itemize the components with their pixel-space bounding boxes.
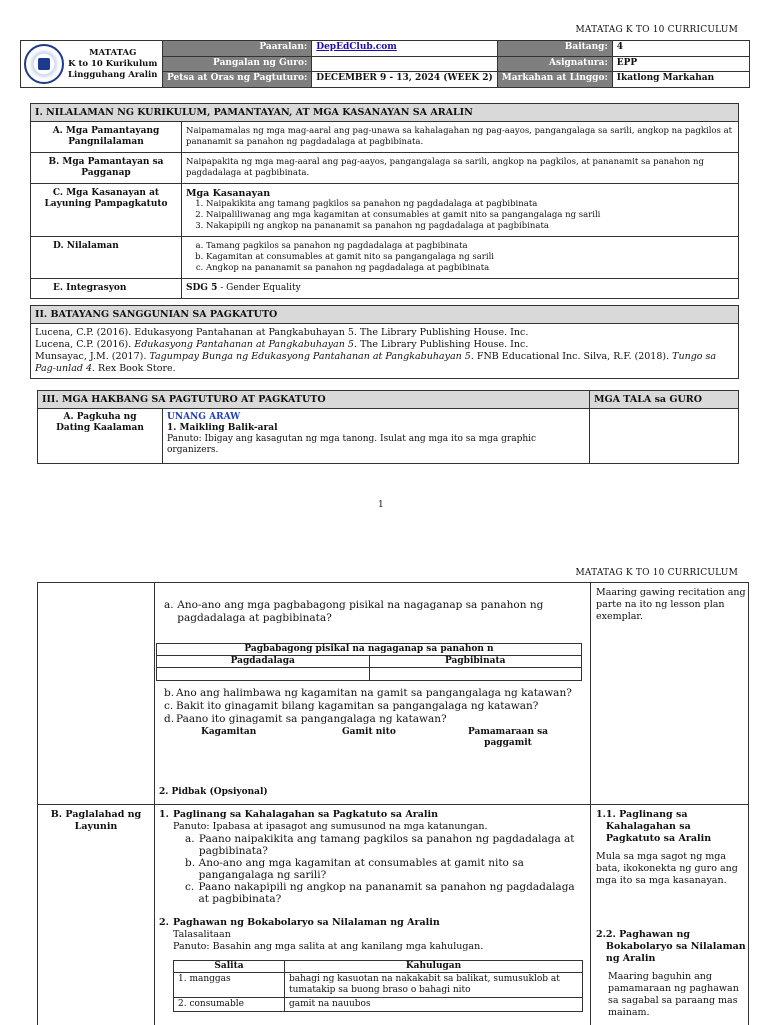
s3-a-instr: Panuto: Ibigay ang kasagutan ng mga tanong. Isulat ang mga ito sa mga graphic organizers. xyxy=(167,434,537,455)
markahan-value: Ikatlong Markahan xyxy=(612,72,749,88)
s1-a-label: A. Mga Pamantayang Pangnilalaman xyxy=(31,122,182,153)
question-d: Paano ito ginagamit sa pangangalaga ng katawan? xyxy=(176,713,447,725)
h-pamamaraan: Pamamaraan sa paggamit xyxy=(467,727,549,748)
notes-title: MGA TALA sa GURO xyxy=(590,391,739,409)
pc-col1: Pagdadalaga xyxy=(157,656,370,668)
pc-title: Pagbabagong pisikal na nagaganap sa panahon n xyxy=(157,644,582,656)
markahan-label: Markahan at Linggo: xyxy=(497,72,612,88)
note-text-1: Mula sa mga sagot ng mga bata, ikokonekta ng guro ang mga ito sa mga kasanayan. xyxy=(596,851,738,886)
s1-c-label: C. Mga Kasanayan at Layuning Pampagkatuto xyxy=(31,184,182,237)
physical-change-table xyxy=(156,643,582,681)
table-row xyxy=(174,973,583,998)
s1-b-label: B. Mga Pamantayan sa Pagganap xyxy=(31,153,182,184)
pidbak: 2. Pidbak (Opsiyonal) xyxy=(159,787,268,797)
asignatura-label: Asignatura: xyxy=(497,56,612,72)
s1-d-item: c. Angkop na pananamit sa panahon ng pagdadalaga at pagbibinata xyxy=(206,263,734,274)
vocab-word: 2. consumable xyxy=(174,998,285,1012)
talasalitaan: Talasalitaan xyxy=(173,929,231,940)
deped-seal-icon xyxy=(24,44,64,84)
b-instr2: Panuto: Basahin ang mga salita at ang kanilang mga kahulugan. xyxy=(173,941,484,952)
org-line1: MATATAG xyxy=(89,47,137,58)
b-instr1: Panuto: Ipabasa at ipasagot ang sumusunod na mga katanungan. xyxy=(173,821,488,832)
section2-table xyxy=(30,305,739,379)
guro-value xyxy=(312,56,498,72)
b-question: Ano-ano ang mga kagamitan at consumables at gamit nito sa pangangalaga ng sarili? xyxy=(198,857,524,881)
s1-b-text: Naipapakita ng mga mag-aaral ang pag-aayos, pangangalaga sa sarili, angkop na pagkilos, at pananamit sa panahon ng pagdadalaga at pagbibinata. xyxy=(182,153,739,184)
asignatura-value: EPP xyxy=(612,56,749,72)
baitang-value: 4 xyxy=(612,41,749,57)
s1-c-item: 1. Naipakikita ang tamang pagkilos sa panahon ng pagdadalaga at pagbibinata xyxy=(206,199,734,210)
s1-a-text: Naipamamalas ng mga mag-aaral ang pag-unawa sa kahalagahan ng pag-aayos, pangangalaga sa sarili, angkop na pagkilos at pananamit sa panahon ng pagdadalaga at pagbibinata. xyxy=(182,122,739,153)
section1-title: I. NILALAMAN NG KURIKULUM, PAMANTAYAN, AT MGA KASANAYAN SA ARALIN xyxy=(31,104,739,122)
vocab-h2: Kahulugan xyxy=(285,961,583,973)
note-title-1: 1. Paglinang sa Kahalagahan sa Pagkatuto sa Aralin xyxy=(605,809,712,844)
ref-3: Munsayac, J.M. (2017). Tagumpay Bunga ng Edukasyong Pantahanan at Pangkabuhayan 5. FNB Educational Inc. Silva, R.F. (2018). Tungo sa Pag-unlad 4. Rex Book Store. xyxy=(35,351,717,374)
ref-2: Lucena, C.P. (2016). Edukasyong Pantahanan at Pangkabuhayan 5. The Library Publishing House. Inc. xyxy=(35,339,529,350)
section3-table xyxy=(37,390,739,464)
petsa-label: Petsa at Oras ng Pagtuturo: xyxy=(163,72,312,88)
s1-e-label: E. Integrasyon xyxy=(31,279,182,299)
question-c: Bakit ito ginagamit bilang kagamitan sa pangangalaga ng katawan? xyxy=(176,700,539,712)
vocab-meaning: gamit na nauubos xyxy=(285,998,583,1012)
s3-a-step: 1. Maikling Balik-aral xyxy=(167,423,278,433)
s1-e-bold: SDG 5 xyxy=(186,283,218,293)
org-line3: Lingguhang Aralin xyxy=(68,69,158,80)
section2-title: II. BATAYANG SANGGUNIAN SA PAGKATUTO xyxy=(31,306,739,324)
header-table xyxy=(20,40,750,88)
s1-d-label: D. Nilalaman xyxy=(31,237,182,279)
ref-1: Lucena, C.P. (2016). Edukasyong Pantahanan at Pangkabuhayan 5. The Library Publishing House. Inc. xyxy=(35,327,529,338)
question-b: Ano ang halimbawa ng kagamitan na gamit sa pangangalaga ng katawan? xyxy=(176,687,572,699)
paaralan-label: Paaralan: xyxy=(163,41,312,57)
vocab-word: 1. manggas xyxy=(174,973,285,998)
curriculum-header: MATATAG K TO 10 CURRICULUM xyxy=(575,25,738,35)
note-title-2: 2. Paghawan ng Bokabolaryo sa Nilalaman ng Aralin xyxy=(605,929,746,964)
section1-table xyxy=(30,103,739,299)
s3-a-label: A. Pagkuha ng Dating Kaalaman xyxy=(38,409,163,464)
org-cell xyxy=(21,41,163,88)
guro-label: Pangalan ng Guro: xyxy=(163,56,312,72)
h-kagamitan: Kagamitan xyxy=(201,727,257,737)
b-label: B. Paglalahad ng Layunin xyxy=(50,809,142,832)
petsa-value: DECEMBER 9 - 13, 2024 (WEEK 2) xyxy=(312,72,498,88)
table-row xyxy=(174,998,583,1012)
baitang-label: Baitang: xyxy=(497,41,612,57)
s1-d-item: a. Tamang pagkilos sa panahon ng pagdadalaga at pagbibinata xyxy=(206,241,734,252)
page2-frame: a. Ano-ano ang mga pagbabagong pisikal na nagaganap sa panahon ng pagdadalaga at pagbibinata? Pagbabagong pisikal na nagaganap sa panahon n Pagdadalaga Pagbibinata b. Ano ang halimbawa ng kagamitan na gamit sa pangangalaga ng katawan? c. Bakit ito ginagamit bilang kagamitan sa pangangalaga ng katawan? d. Paano ito ginagamit sa pangangalaga ng katawan? Kagamitan Gamit nito Pamamaraan sa paggamit 2. Pidbak (Opsiyonal) Maaring gawing recitation ang parte na ito ng lesson plan exemplar. B. Paglalahad ng Layunin 1. Paglinang sa Kahalagahan sa Pagkatuto sa Aralin Panuto: Ipabasa at ipasagot ang sumusunod na mga katanungan. a. Paano naipakikita ang tamang pagkilos sa panahon ng pagdadalaga at pagbibinata? b. Ano-ano ang mga kagamitan at consumables at gamit nito sa pangangalaga ng sarili? c. Paano nakapipili ng angkop na pananamit sa panahon ng pagdadalaga at pagbibinata? 2. Paghawan ng Bokabolaryo sa Nilalaman ng Aralin Talasalitaan Panuto: Basahin ang mga salita at ang kanilang mga kahulugan. Salita Kahulugan 1. manggas bahagi ng kasuotan na nakakabit sa balikat, sumusuklob at tumatakip sa buong braso o bahagi nito 2. consumable gamit na nauubos 1. 1. Paglinang sa Kahalagahan sa Pagkatuto sa Aralin Mula sa mga sagot ng mga bata, ikokonekta ng guro ang mga ito sa mga kasanayan. 2. 2. Paghawan ng Bokabolaryo sa Nilalaman ng Aralin Maaring baguhin ang pamamaraan ng paghawan sa sagabal sa paraang mas mainam. xyxy=(37,582,749,1025)
section3-title: III. MGA HAKBANG SA PAGTUTURO AT PAGKATUTO xyxy=(38,391,590,409)
s1-c-head: Mga Kasanayan xyxy=(186,188,271,199)
note-text-2: Maaring baguhin ang pamamaraan ng paghawan sa sagabal sa paraang mas mainam. xyxy=(608,971,739,1018)
org-line2: K to 10 Kurikulum xyxy=(68,58,158,69)
vocab-table xyxy=(173,960,583,1012)
s1-c-item: 2. Naipaliliwanag ang mga kagamitan at consumables at gamit nito sa pangangalaga ng sarili xyxy=(206,210,734,221)
vocab-h1: Salita xyxy=(174,961,285,973)
question-a: Ano-ano ang mga pagbabagong pisikal na nagaganap sa panahon ng pagdadalaga at pagbibinata? xyxy=(177,599,544,624)
paaralan-link[interactable]: DepEdClub.com xyxy=(316,42,397,52)
s1-c-item: 3. Nakapipili ng angkop na pananamit sa panahon ng pagdadalaga at pagbibinata xyxy=(206,221,734,232)
note-recitation: Maaring gawing recitation ang parte na ito ng lesson plan exemplar. xyxy=(596,587,746,622)
b-question: Paano nakapipili ng angkop na pananamit sa panahon ng pagdadalaga at pagbibinata? xyxy=(198,881,575,905)
s1-d-item: b. Kagamitan at consumables at gamit nito sa pangangalaga ng sarili xyxy=(206,252,734,263)
curriculum-header-2: MATATAG K TO 10 CURRICULUM xyxy=(575,568,738,578)
b-step1: Paglinang sa Kahalagahan sa Pagkatuto sa Aralin xyxy=(173,809,438,820)
s1-e-text: - Gender Equality xyxy=(217,283,301,293)
page-number: 1 xyxy=(378,500,384,510)
pc-col2: Pagbibinata xyxy=(369,656,582,668)
b-step2: Paghawan ng Bokabolaryo sa Nilalaman ng Aralin xyxy=(173,917,440,928)
vocab-meaning: bahagi ng kasuotan na nakakabit sa balikat, sumusuklob at tumatakip sa buong braso o bahagi nito xyxy=(285,973,583,998)
h-gamit: Gamit nito xyxy=(342,727,396,737)
b-question: Paano naipakikita ang tamang pagkilos sa panahon ng pagdadalaga at pagbibinata? xyxy=(198,833,575,857)
day-label: UNANG ARAW xyxy=(167,412,241,422)
